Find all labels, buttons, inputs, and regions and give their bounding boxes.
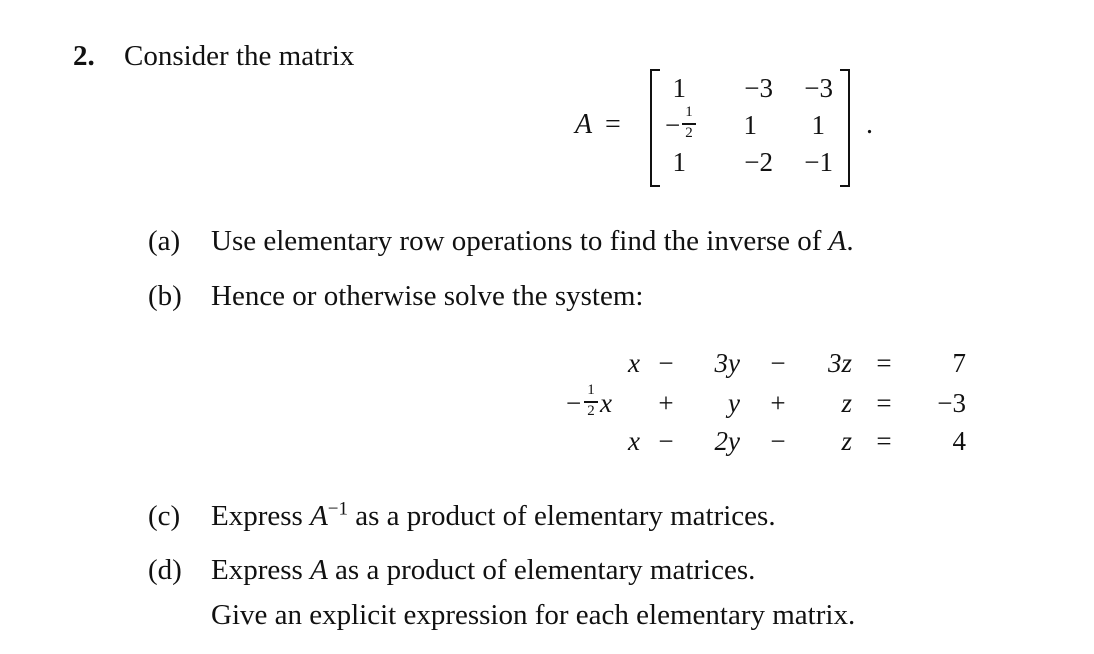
system-r2-op2: + [770,388,786,418]
system-r3-op2: − [770,426,786,456]
matrix-cell-r1c3: −3 [804,73,833,103]
system-r1-op2: − [770,348,786,378]
system-r3-y: 2y [714,426,740,456]
matrix-cell-r1c2: −3 [744,73,773,103]
part-c-text [211,499,776,533]
part-b-label: (b) [148,280,182,312]
part-d-body2: as a product of elementary matrices. [327,554,756,586]
part-a-label: (a) [148,225,181,257]
matrix-cell-r3c3: −1 [804,147,833,177]
part-c-label: (c) [148,500,181,532]
part-d-label: (d) [148,554,182,586]
system-r1-y: 3y [714,348,740,378]
matrix-cell-r2c1-sign: − [665,110,681,140]
part-a-end: . [846,225,854,257]
system-r2-x: x [600,388,612,418]
system-r3-z: z [841,426,852,456]
system-r3-rhs: 4 [952,426,966,456]
matrix-right-bracket [840,69,850,187]
system-r2-eq: = [876,388,892,418]
part-a-text [211,224,854,258]
system-r1-op1: − [658,348,674,378]
part-c-body2: as a product of elementary matrices. [348,500,776,532]
matrix-cell-r2c3: 1 [811,110,825,140]
system-frac-numerator: 1 [587,382,595,398]
part-d-body1: Express [211,554,311,586]
system-r3-op1: − [658,426,674,456]
matrix-cell-r3c1: 1 [672,147,686,177]
system-frac-denominator: 2 [587,403,595,419]
system-r3-x: x [628,426,640,456]
part-d-line2: Give an explicit expression for each elementary matrix. [211,599,856,631]
matrix-frac-denominator: 2 [685,125,693,141]
part-d-var: A [310,554,328,586]
system-r2-y: y [728,388,740,418]
matrix-frac-numerator: 1 [685,104,693,120]
part-c-body1: Express [211,500,311,532]
part-b-text: Hence or otherwise solve the system: [211,280,644,312]
matrix-cell-r2c2: 1 [743,110,757,140]
matrix-equals: = [605,109,621,140]
part-a-body: Use elementary row operations to find the inverse of [211,225,829,257]
system-r2-rhs: −3 [937,388,966,418]
system-r2-z: z [841,388,852,418]
part-a-var: A [828,225,847,257]
system-r1-rhs: 7 [952,348,966,378]
system-r1-z: 3z [827,348,852,378]
part-d-text [211,553,755,587]
problem-intro: Consider the matrix [124,40,355,72]
system-r2-sign: − [566,388,582,418]
problem-number: 2. [73,40,95,72]
system-r2-op1: + [658,388,674,418]
matrix-cell-r3c2: −2 [744,147,773,177]
system-r3-eq: = [876,426,892,456]
system-r1-x: x [628,348,640,378]
matrix-cell-r1c1: 1 [672,73,686,103]
matrix-name: A [575,109,593,140]
part-c-superscript: −1 [327,498,349,520]
matrix-end-period: . [866,109,873,140]
system-r1-eq: = [876,348,892,378]
part-c-var: A [310,500,328,532]
